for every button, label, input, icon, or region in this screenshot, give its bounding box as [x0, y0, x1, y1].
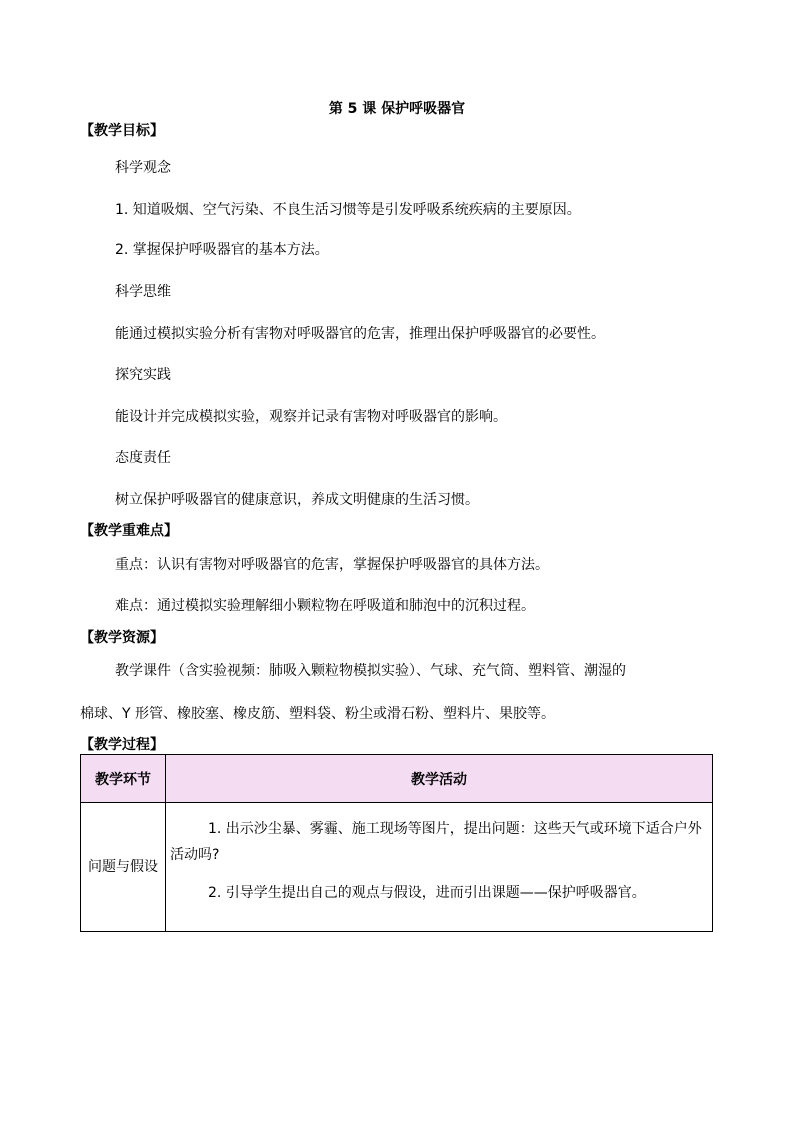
activity-paragraph-2: 2. 引导学生提出自己的观点与假设，进而引出课题——保护呼吸器官。	[208, 885, 646, 901]
lesson-title: 第 5 课 保护呼吸器官	[328, 101, 466, 117]
attitude-text: 树立保护呼吸器官的健康意识，养成文明健康的生活习惯。	[115, 492, 479, 508]
teaching-process-table	[80, 754, 713, 932]
difficult-point-text: 难点：通过模拟实验理解细小颗粒物在呼吸道和肺泡中的沉积过程。	[115, 598, 535, 614]
table-header-row	[81, 755, 713, 803]
activity-cell	[166, 803, 713, 932]
concept-item-1: 1. 知道吸烟、空气污染、不良生活习惯等是引发呼吸系统疾病的主要原因。	[115, 202, 581, 218]
thinking-text: 能通过模拟实验分析有害物对呼吸器官的危害，推理出保护呼吸器官的必要性。	[115, 326, 605, 342]
practice-text: 能设计并完成模拟实验，观察并记录有害物对呼吸器官的影响。	[115, 409, 507, 425]
table-row	[81, 803, 713, 932]
column-header-activity: 教学活动	[166, 755, 713, 803]
key-point-text: 重点：认识有害物对呼吸器官的危害，掌握保护呼吸器官的具体方法。	[115, 557, 549, 573]
column-header-phase: 教学环节	[81, 755, 166, 803]
thinking-title: 科学思维	[115, 284, 171, 300]
resources-line-2: 棉球、Y 形管、橡胶塞、橡皮筋、塑料袋、粉尘或滑石粉、塑料片、果胶等。	[80, 706, 555, 722]
objectives-heading: 【教学目标】	[80, 123, 164, 139]
resources-line-1: 教学课件（含实验视频：肺吸入颗粒物模拟实验）、气球、充气筒、塑料管、潮湿的	[115, 663, 626, 679]
attitude-title: 态度责任	[115, 450, 171, 466]
process-heading: 【教学过程】	[80, 737, 164, 753]
concept-title: 科学观念	[115, 160, 171, 176]
key-points-heading: 【教学重难点】	[80, 523, 178, 539]
concept-item-2: 2. 掌握保护呼吸器官的基本方法。	[115, 242, 329, 258]
phase-cell: 问题与假设	[81, 803, 166, 932]
activity-paragraph-1: 1. 出示沙尘暴、雾霾、施工现场等图片，提出问题：这些天气或环境下适合户外活动吗?	[170, 821, 702, 863]
resources-heading: 【教学资源】	[80, 630, 164, 646]
practice-title: 探究实践	[115, 367, 171, 383]
